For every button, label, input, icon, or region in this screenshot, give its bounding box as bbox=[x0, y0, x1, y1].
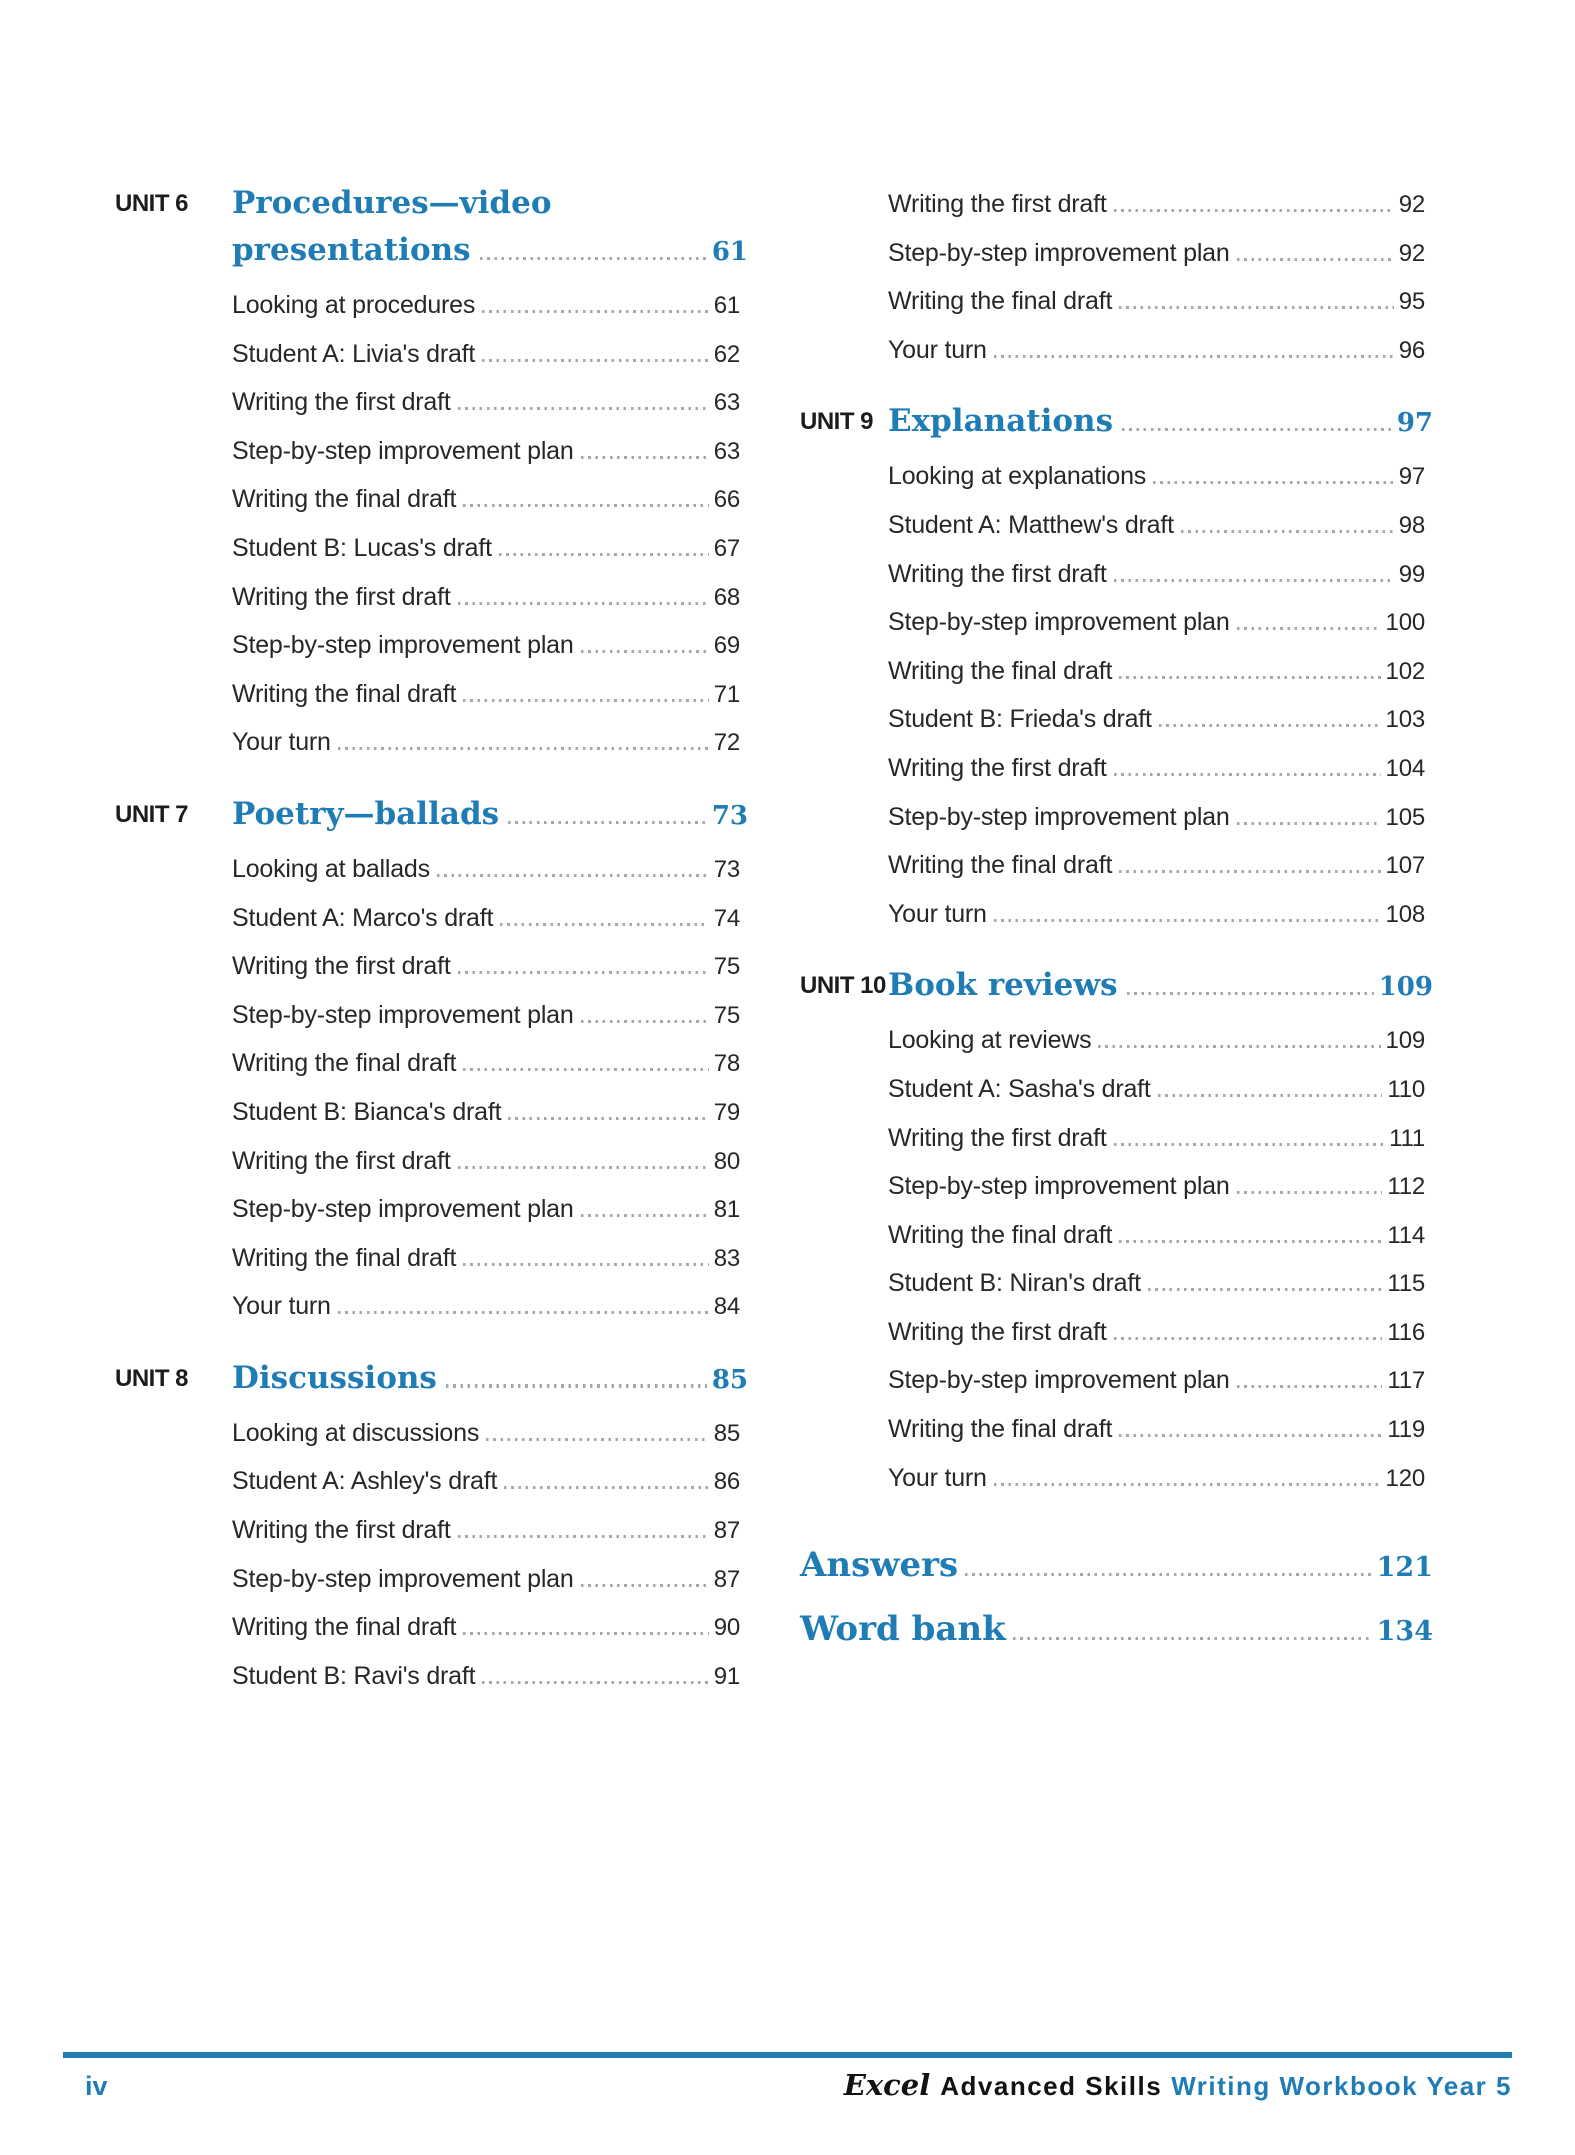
unit-title-line bbox=[888, 962, 1433, 1011]
section-body bbox=[888, 398, 1433, 938]
dot-leader bbox=[458, 1535, 709, 1538]
toc-entry bbox=[888, 1259, 1433, 1308]
entry-label: Writing the first draft bbox=[888, 190, 1107, 218]
dot-leader bbox=[1181, 530, 1394, 533]
entry-page-number: 86 bbox=[713, 1468, 740, 1496]
brand-excel: Excel bbox=[843, 2068, 931, 2102]
toc-entry bbox=[232, 573, 748, 622]
dot-leader bbox=[463, 1632, 708, 1635]
toc-entry bbox=[232, 621, 748, 670]
entry-label: Looking at ballads bbox=[232, 854, 430, 883]
toc-entry bbox=[888, 277, 1433, 326]
toc-entry bbox=[888, 180, 1433, 229]
entry-page-number: 116 bbox=[1387, 1318, 1425, 1346]
entries bbox=[888, 452, 1433, 938]
brand-title: Writing Workbook Year 5 bbox=[1171, 2071, 1512, 2101]
dot-leader bbox=[1114, 1143, 1384, 1146]
toc-entry bbox=[888, 326, 1433, 375]
entry-label: Writing the final draft bbox=[232, 1613, 457, 1642]
dot-leader bbox=[504, 1486, 708, 1489]
footer-page-number: iv bbox=[85, 2071, 108, 2101]
dot-leader bbox=[1159, 724, 1381, 727]
toc-entry bbox=[232, 1185, 748, 1234]
toc-left-column bbox=[115, 180, 748, 1700]
toc-entry bbox=[888, 229, 1433, 278]
section-body bbox=[888, 180, 1433, 374]
entry-label: Writing the first draft bbox=[888, 753, 1107, 782]
toc-entry bbox=[232, 718, 748, 767]
dot-leader bbox=[994, 919, 1381, 922]
dot-leader bbox=[338, 747, 709, 750]
toc-right-column bbox=[800, 180, 1433, 1650]
footer-rule bbox=[63, 2052, 1512, 2058]
entry-page-number: 92 bbox=[1398, 191, 1425, 218]
entry-label: Writing the final draft bbox=[232, 1243, 457, 1272]
entry-label: Student A: Livia's draft bbox=[232, 339, 476, 368]
entry-label: Your turn bbox=[232, 728, 331, 757]
entry-page-number: 87 bbox=[713, 1565, 740, 1593]
entry-label: Student B: Bianca's draft bbox=[232, 1097, 502, 1126]
entry-label: Writing the first draft bbox=[888, 559, 1107, 588]
dot-leader bbox=[1158, 1094, 1383, 1097]
dot-leader bbox=[1237, 1385, 1383, 1388]
entry-page-number: 71 bbox=[713, 680, 740, 708]
entry-label: Looking at discussions bbox=[232, 1418, 480, 1447]
entry-label: Student B: Ravi's draft bbox=[232, 1661, 476, 1690]
toc-section bbox=[115, 180, 748, 767]
entry-page-number: 111 bbox=[1389, 1124, 1425, 1152]
entries bbox=[888, 1016, 1433, 1502]
unit-page-number: 61 bbox=[711, 237, 748, 267]
entry-label: Step-by-step improvement plan bbox=[232, 1195, 574, 1224]
toc-entry bbox=[232, 894, 748, 943]
dot-leader bbox=[1114, 773, 1381, 776]
toc-section bbox=[115, 1355, 748, 1701]
entry-page-number: 109 bbox=[1385, 1027, 1425, 1055]
unit-title-line bbox=[888, 398, 1433, 447]
toc-entry bbox=[232, 1555, 748, 1604]
unit-title-line bbox=[232, 791, 748, 840]
entry-page-number: 74 bbox=[713, 904, 740, 932]
toc-section bbox=[115, 791, 748, 1331]
toc-entry bbox=[232, 1603, 748, 1652]
entry-label: Writing the final draft bbox=[232, 485, 457, 514]
dot-leader bbox=[1119, 676, 1380, 679]
section-body bbox=[232, 180, 748, 767]
dot-leader bbox=[482, 359, 709, 362]
dot-leader bbox=[581, 456, 709, 459]
toc-entry bbox=[232, 1234, 748, 1283]
entry-label: Looking at explanations bbox=[888, 462, 1147, 491]
dot-leader bbox=[1153, 481, 1394, 484]
toc-entry bbox=[232, 991, 748, 1040]
dot-leader bbox=[458, 602, 709, 605]
unit-title-line bbox=[232, 227, 748, 276]
dot-leader bbox=[1148, 1288, 1382, 1291]
toc-entry bbox=[232, 475, 748, 524]
toc-entry bbox=[888, 501, 1433, 550]
toc-entry bbox=[888, 1211, 1433, 1260]
dot-leader bbox=[482, 1681, 708, 1684]
entry-label: Writing the first draft bbox=[232, 388, 451, 417]
toc-entry bbox=[232, 330, 748, 379]
dot-leader bbox=[458, 407, 709, 410]
back-matter-page-number: 121 bbox=[1376, 1552, 1433, 1584]
entry-page-number: 96 bbox=[1398, 336, 1425, 364]
dot-leader bbox=[1237, 258, 1394, 261]
dot-leader bbox=[1237, 627, 1381, 630]
entry-label: Student A: Ashley's draft bbox=[232, 1467, 498, 1496]
dot-leader bbox=[437, 874, 709, 877]
toc-entry bbox=[888, 550, 1433, 599]
back-matter-page-number: 134 bbox=[1376, 1616, 1433, 1648]
entry-label: Writing the first draft bbox=[232, 1516, 451, 1545]
dot-leader bbox=[508, 1117, 708, 1120]
entry-page-number: 114 bbox=[1387, 1221, 1425, 1249]
entry-label: Writing the final draft bbox=[888, 287, 1113, 316]
entries bbox=[232, 1409, 748, 1701]
entry-label: Writing the final draft bbox=[888, 656, 1113, 685]
entry-page-number: 103 bbox=[1385, 706, 1425, 734]
entry-label: Writing the final draft bbox=[888, 1220, 1113, 1249]
unit-title-line bbox=[232, 180, 748, 227]
dot-leader bbox=[1237, 822, 1381, 825]
unit-title: Book reviews bbox=[888, 967, 1118, 1004]
entry-label: Writing the first draft bbox=[888, 1123, 1107, 1152]
entry-label: Writing the first draft bbox=[232, 952, 451, 981]
entry-page-number: 84 bbox=[713, 1293, 740, 1321]
toc-entry bbox=[232, 427, 748, 476]
unit-title: Explanations bbox=[888, 403, 1114, 440]
entry-page-number: 102 bbox=[1385, 657, 1425, 685]
unit-page-number: 109 bbox=[1378, 972, 1433, 1003]
dot-leader bbox=[1127, 992, 1374, 995]
footer bbox=[85, 2068, 1512, 2102]
dot-leader bbox=[446, 1384, 707, 1387]
dot-leader bbox=[508, 821, 707, 824]
entry-page-number: 83 bbox=[713, 1244, 740, 1272]
entry-page-number: 120 bbox=[1385, 1464, 1425, 1492]
unit-label: UNIT 10 bbox=[800, 972, 886, 1000]
entry-label: Student B: Niran's draft bbox=[888, 1269, 1141, 1298]
dot-leader bbox=[463, 504, 708, 507]
entry-label: Step-by-step improvement plan bbox=[232, 631, 574, 660]
toc-entry bbox=[888, 695, 1433, 744]
unit-page-number: 73 bbox=[711, 800, 748, 831]
entry-page-number: 107 bbox=[1385, 852, 1425, 880]
entry-page-number: 72 bbox=[713, 729, 740, 757]
entry-page-number: 110 bbox=[1387, 1075, 1425, 1103]
unit-title: Procedures—video bbox=[232, 185, 552, 221]
dot-leader bbox=[338, 1311, 709, 1314]
toc-entry bbox=[232, 524, 748, 573]
back-matter-entry bbox=[800, 1545, 1433, 1586]
entry-page-number: 97 bbox=[1398, 463, 1425, 491]
toc-entry bbox=[232, 1088, 748, 1137]
back-matter-label: Answers bbox=[800, 1545, 959, 1586]
dot-leader bbox=[1114, 209, 1394, 212]
entry-label: Student A: Sasha's draft bbox=[888, 1074, 1151, 1103]
entry-page-number: 80 bbox=[713, 1147, 740, 1175]
toc-entry bbox=[888, 1454, 1433, 1503]
entry-page-number: 75 bbox=[713, 1001, 740, 1029]
dot-leader bbox=[463, 1068, 708, 1071]
entry-label: Writing the first draft bbox=[232, 582, 451, 611]
entry-page-number: 95 bbox=[1398, 288, 1425, 316]
entry-page-number: 87 bbox=[713, 1517, 740, 1545]
dot-leader bbox=[581, 1584, 709, 1587]
entry-page-number: 105 bbox=[1385, 803, 1425, 831]
dot-leader bbox=[581, 650, 709, 653]
entry-label: Writing the final draft bbox=[888, 851, 1113, 880]
dot-leader bbox=[1013, 1637, 1372, 1640]
unit-title: Poetry—ballads bbox=[232, 795, 500, 832]
dot-leader bbox=[581, 1214, 709, 1217]
toc-entry bbox=[232, 1457, 748, 1506]
dot-leader bbox=[458, 1166, 709, 1169]
toc-entry bbox=[232, 670, 748, 719]
dot-leader bbox=[1119, 1434, 1382, 1437]
dot-leader bbox=[581, 1020, 709, 1023]
dot-leader bbox=[499, 553, 709, 556]
entry-page-number: 63 bbox=[713, 389, 740, 417]
dot-leader bbox=[1119, 306, 1393, 309]
entry-page-number: 108 bbox=[1385, 900, 1425, 928]
unit-page-number: 97 bbox=[1396, 408, 1433, 439]
toc-entry bbox=[888, 1356, 1433, 1405]
entry-page-number: 66 bbox=[713, 486, 740, 514]
entry-page-number: 98 bbox=[1398, 511, 1425, 539]
toc-section bbox=[800, 180, 1433, 374]
entry-label: Writing the final draft bbox=[888, 1415, 1113, 1444]
entry-page-number: 119 bbox=[1387, 1416, 1425, 1444]
toc-entry bbox=[888, 1162, 1433, 1211]
entry-page-number: 92 bbox=[1398, 239, 1425, 267]
unit-label bbox=[800, 180, 888, 374]
dot-leader bbox=[482, 310, 709, 313]
entry-label: Writing the final draft bbox=[232, 679, 457, 708]
toc-entry bbox=[232, 1039, 748, 1088]
entry-page-number: 79 bbox=[713, 1098, 740, 1126]
entry-page-number: 62 bbox=[713, 340, 740, 368]
entry-label: Looking at reviews bbox=[888, 1026, 1092, 1055]
unit-label: UNIT 8 bbox=[115, 1364, 189, 1392]
unit-title: presentations bbox=[232, 232, 471, 268]
toc-entry bbox=[888, 1016, 1433, 1065]
dot-leader bbox=[1119, 870, 1380, 873]
toc-entry bbox=[888, 841, 1433, 890]
toc-entry bbox=[888, 452, 1433, 501]
entry-page-number: 69 bbox=[713, 632, 740, 660]
entry-page-number: 61 bbox=[713, 292, 740, 319]
toc-entry bbox=[888, 744, 1433, 793]
toc-entry bbox=[232, 1409, 748, 1458]
entry-page-number: 85 bbox=[713, 1419, 740, 1447]
entry-label: Writing the first draft bbox=[888, 1317, 1107, 1346]
unit-title-line bbox=[232, 1355, 748, 1404]
entry-page-number: 78 bbox=[713, 1050, 740, 1078]
toc-entry bbox=[232, 845, 748, 894]
entry-label: Step-by-step improvement plan bbox=[232, 1564, 574, 1593]
entry-label: Student A: Marco's draft bbox=[232, 903, 494, 932]
entry-page-number: 104 bbox=[1385, 754, 1425, 782]
entry-page-number: 73 bbox=[713, 855, 740, 883]
entry-label: Student B: Frieda's draft bbox=[888, 705, 1152, 734]
entry-label: Looking at procedures bbox=[232, 291, 476, 319]
dot-leader bbox=[994, 1483, 1381, 1486]
entry-page-number: 81 bbox=[713, 1196, 740, 1224]
section-body bbox=[232, 1355, 748, 1701]
unit-label: UNIT 7 bbox=[115, 800, 189, 828]
toc-entry bbox=[232, 281, 748, 330]
dot-leader bbox=[486, 1438, 709, 1441]
entry-label: Student A: Matthew's draft bbox=[888, 510, 1174, 539]
entry-label: Step-by-step improvement plan bbox=[888, 1172, 1230, 1201]
toc-entry bbox=[888, 1405, 1433, 1454]
toc-entry bbox=[888, 1114, 1433, 1163]
entry-label: Your turn bbox=[888, 1463, 987, 1492]
dot-leader bbox=[1098, 1045, 1380, 1048]
entries bbox=[888, 180, 1433, 374]
entry-label: Step-by-step improvement plan bbox=[888, 608, 1230, 637]
entry-page-number: 115 bbox=[1387, 1270, 1425, 1298]
entry-label: Step-by-step improvement plan bbox=[888, 238, 1230, 267]
entry-page-number: 68 bbox=[713, 583, 740, 611]
dot-leader bbox=[500, 923, 708, 926]
entries bbox=[232, 845, 748, 1331]
toc-entry bbox=[232, 1506, 748, 1555]
dot-leader bbox=[1122, 428, 1392, 431]
toc-entry bbox=[232, 1652, 748, 1701]
unit-title: Discussions bbox=[232, 1359, 437, 1396]
toc-entry bbox=[232, 1282, 748, 1331]
dot-leader bbox=[1119, 1240, 1382, 1243]
entry-label: Step-by-step improvement plan bbox=[888, 1366, 1230, 1395]
entries bbox=[232, 281, 748, 767]
back-matter-entry bbox=[800, 1609, 1433, 1650]
dot-leader bbox=[480, 257, 707, 260]
back-matter-label: Word bank bbox=[800, 1609, 1006, 1650]
toc-entry bbox=[888, 647, 1433, 696]
toc-entry bbox=[888, 1308, 1433, 1357]
toc-entry bbox=[888, 1065, 1433, 1114]
entry-label: Writing the final draft bbox=[232, 1049, 457, 1078]
entry-label: Your turn bbox=[232, 1292, 331, 1321]
unit-label: UNIT 9 bbox=[800, 408, 874, 436]
dot-leader bbox=[1114, 1337, 1383, 1340]
section-body bbox=[232, 791, 748, 1331]
entry-label: Step-by-step improvement plan bbox=[888, 802, 1230, 831]
dot-leader bbox=[463, 699, 708, 702]
entry-page-number: 112 bbox=[1387, 1173, 1425, 1201]
toc-entry bbox=[888, 598, 1433, 647]
toc-entry bbox=[232, 378, 748, 427]
toc-section bbox=[800, 398, 1433, 938]
toc-entry bbox=[232, 1137, 748, 1186]
entry-page-number: 99 bbox=[1398, 560, 1425, 588]
toc-entry bbox=[888, 793, 1433, 842]
dot-leader bbox=[463, 1263, 708, 1266]
entry-label: Writing the first draft bbox=[232, 1146, 451, 1175]
dot-leader bbox=[965, 1573, 1371, 1576]
unit-label: UNIT 6 bbox=[115, 190, 189, 217]
dot-leader bbox=[458, 971, 709, 974]
entry-page-number: 67 bbox=[713, 534, 740, 562]
entry-page-number: 117 bbox=[1387, 1367, 1425, 1395]
dot-leader bbox=[994, 355, 1394, 358]
entry-page-number: 90 bbox=[713, 1614, 740, 1642]
dot-leader bbox=[1114, 579, 1394, 582]
section-body bbox=[888, 962, 1433, 1502]
unit-page-number: 85 bbox=[711, 1364, 748, 1395]
entry-page-number: 100 bbox=[1385, 609, 1425, 637]
entry-page-number: 91 bbox=[713, 1662, 740, 1690]
toc-section bbox=[800, 962, 1433, 1502]
toc-entry bbox=[232, 942, 748, 991]
entry-label: Step-by-step improvement plan bbox=[232, 436, 574, 465]
entry-label: Step-by-step improvement plan bbox=[232, 1000, 574, 1029]
entry-label: Student B: Lucas's draft bbox=[232, 533, 492, 562]
entry-page-number: 63 bbox=[713, 437, 740, 465]
footer-brand bbox=[844, 2068, 1512, 2102]
toc-entry bbox=[888, 890, 1433, 939]
entry-page-number: 75 bbox=[713, 953, 740, 981]
entry-label: Your turn bbox=[888, 899, 987, 928]
brand-series: Advanced Skills bbox=[940, 2071, 1163, 2101]
entry-label: Your turn bbox=[888, 335, 987, 364]
dot-leader bbox=[1237, 1191, 1383, 1194]
